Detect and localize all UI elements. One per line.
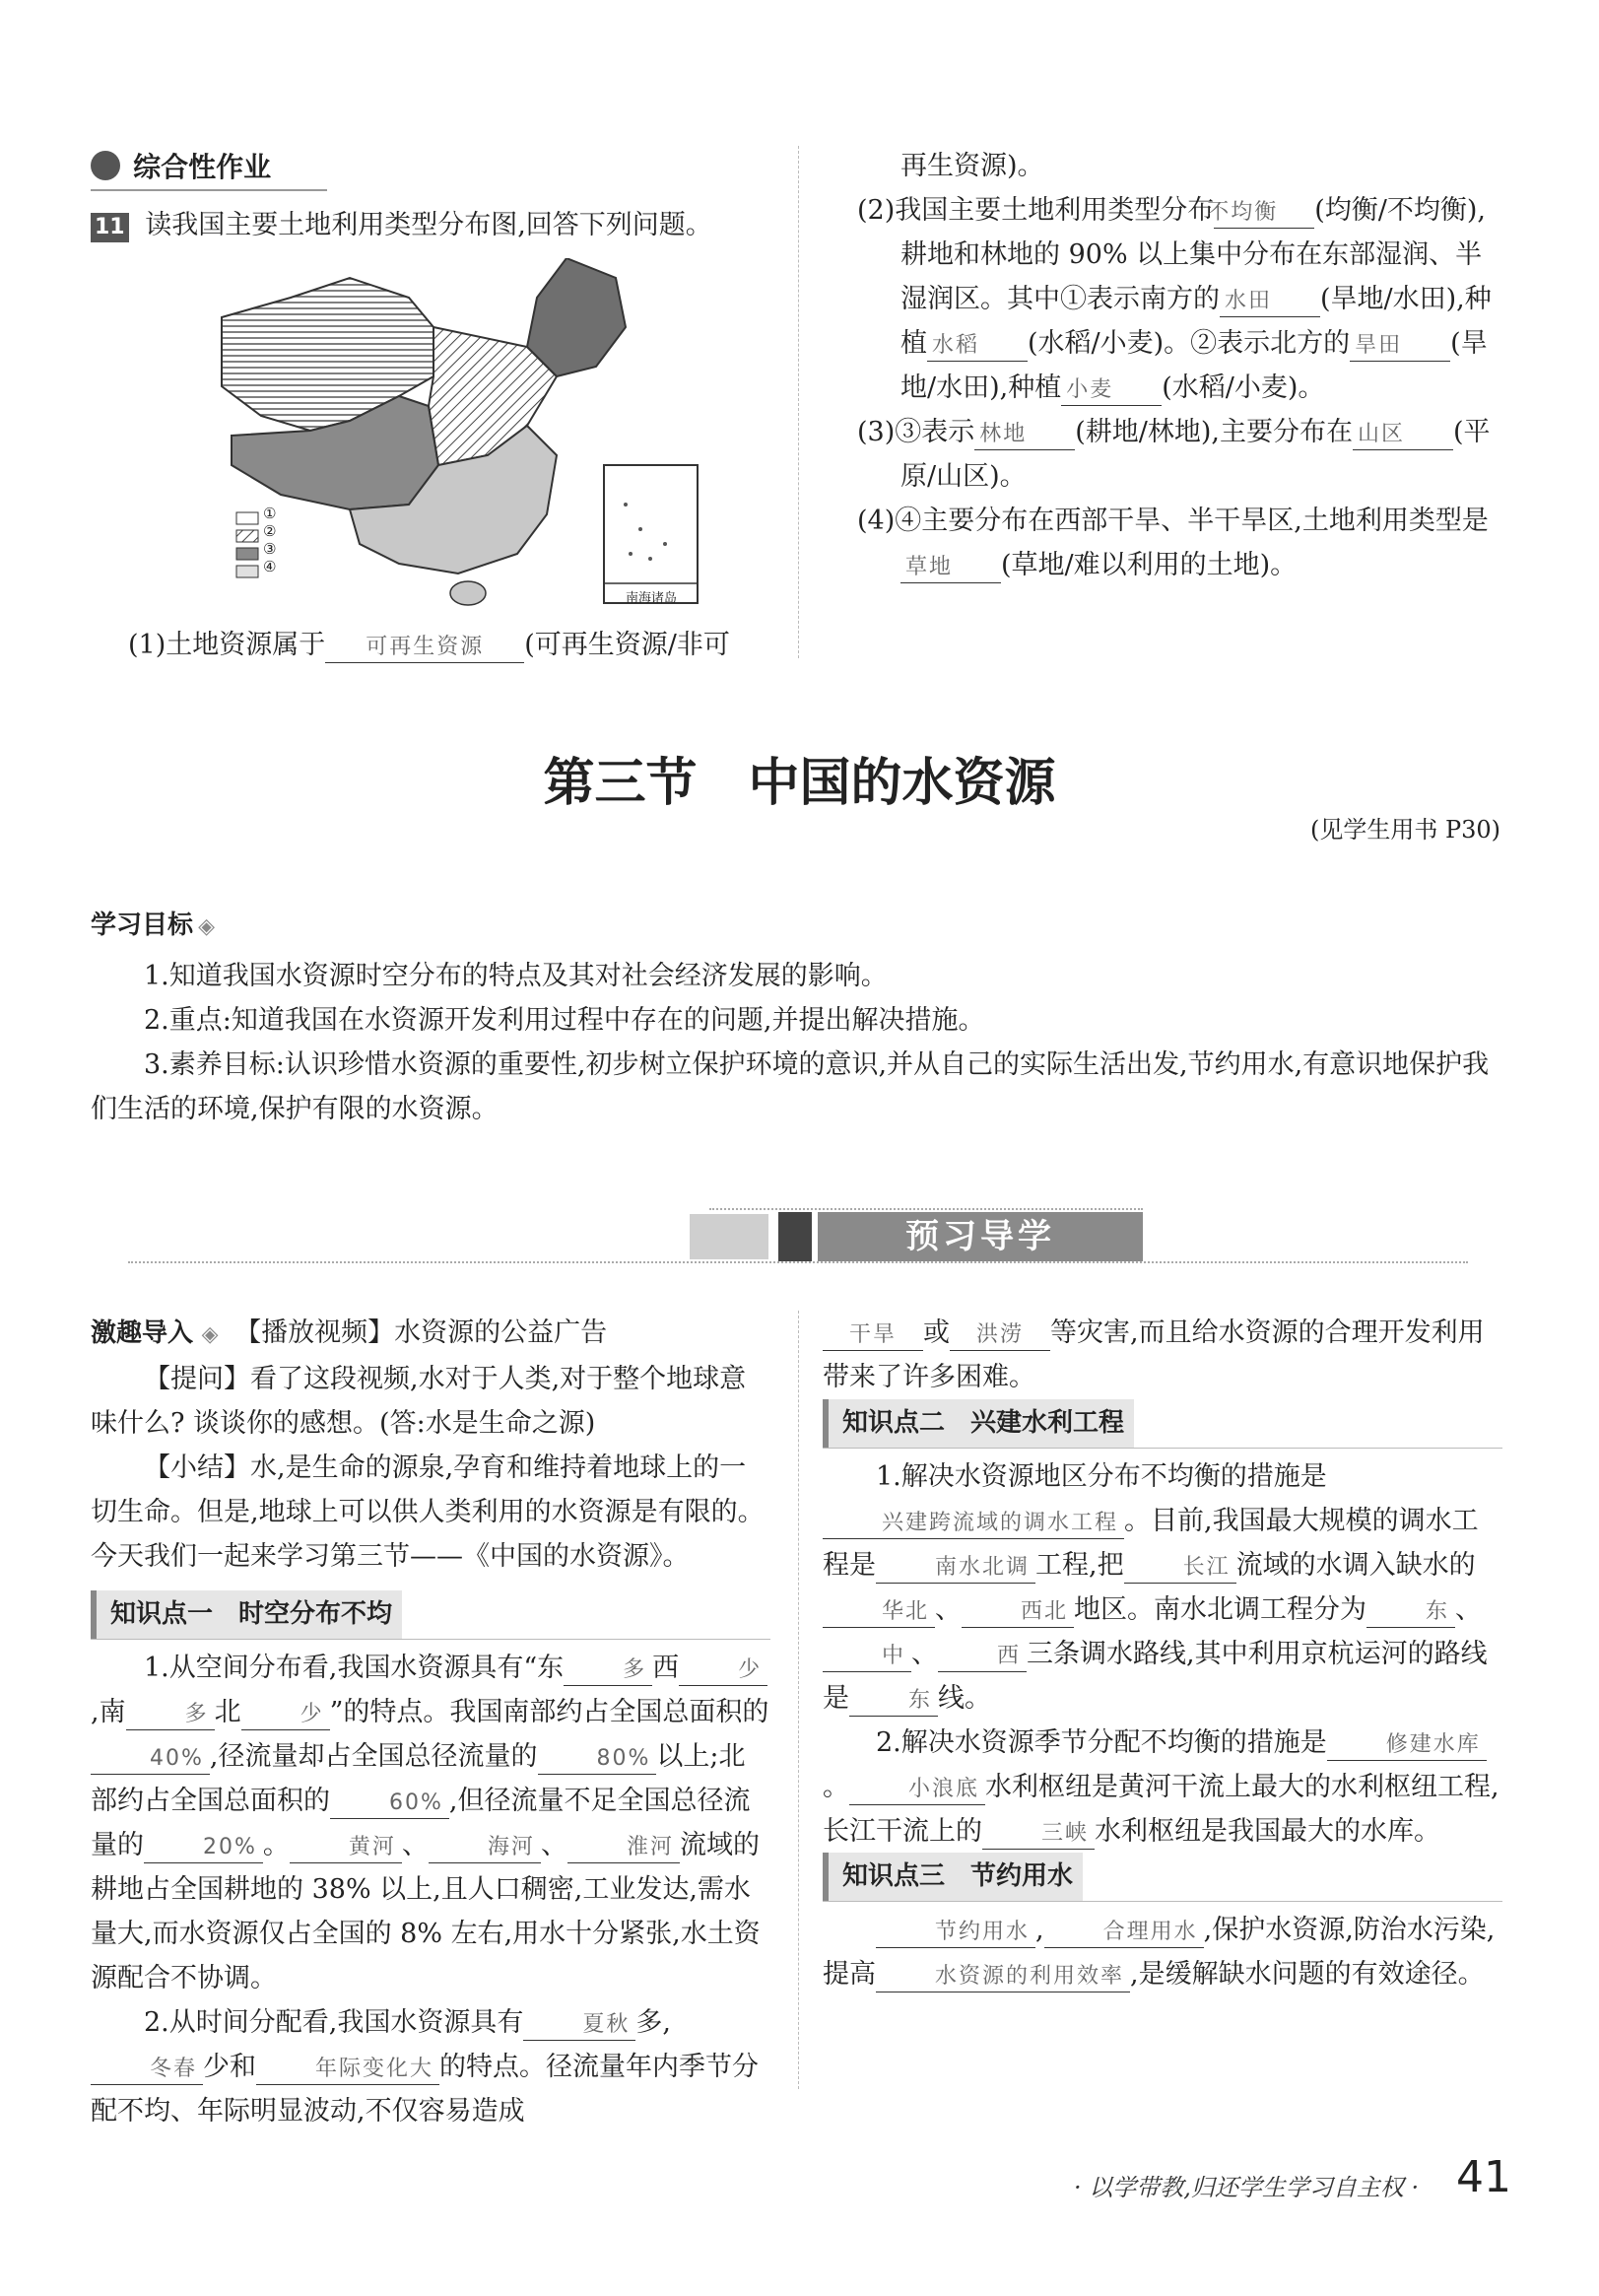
answer-blank: 三峡 xyxy=(982,1819,1095,1850)
kp2-para2: 2.解决水资源季节分配不均衡的措施是 修建水库。 小浪底 水利枢纽是黄河干流上最大的水利枢纽工程,长江干流上的 三峡 水利枢纽是我国最大的水库。 xyxy=(823,1721,1502,1854)
answer-blank: 山区 xyxy=(1353,420,1453,450)
answer-blank: 东 xyxy=(1366,1597,1455,1628)
goal-item: 1.知道我国水资源时空分布的特点及其对社会经济发展的影响。 xyxy=(144,961,888,991)
q11-part2: (2)我国主要土地利用类型分布不均衡 (均衡/不均衡),耕地和林地的 90% 以上集中分布在东部湿润、半湿润区。其中①表示南方的 水田 (旱地/水田),种植 水稻 (水稻/小麦)。②表示北方的 旱田 (旱地/水田),种植 小麦 (水稻/小麦)。 xyxy=(857,188,1498,410)
answer-blank: 40% xyxy=(91,1744,210,1775)
answer-blank: 修建水库 xyxy=(1327,1730,1487,1761)
answer-blank: 少 xyxy=(679,1655,767,1686)
kp1-para2: 2.从时间分配看,我国水资源具有 夏秋 多,冬春 少和 年际变化大 的特点。径流量年内季节分配不均、年际明显波动,不仅容易造成 xyxy=(91,2007,760,2127)
answer-blank: 少 xyxy=(241,1700,330,1730)
answer-blank: 淮河 xyxy=(567,1833,680,1863)
answer-blank: 不均衡 xyxy=(1214,198,1314,229)
answer-blank: 夏秋 xyxy=(523,2010,635,2041)
intro-heading-line: 激趣导入 ◈ 【播放视频】水资源的公益广告 xyxy=(91,1317,608,1348)
section-ref: (见学生用书 P30) xyxy=(1309,816,1500,844)
kp2-para1: 1.解决水资源地区分布不均衡的措施是兴建跨流域的调水工程 。目前,我国最大规模的调水工程是 南水北调 工程,把 长江 流域的水调入缺水的华北 、 西北 地区。南水北调工程分为 东 、中 、 西 三条调水路线,其中利用京杭运河的路线是 东 线。 xyxy=(823,1454,1502,1721)
question-number-badge: 11 xyxy=(91,213,129,242)
answer-blank: 兴建跨流域的调水工程 xyxy=(823,1509,1124,1539)
intro-summary: 【小结】水,是生命的源泉,孕育和维持着地球上的一切生命。但是,地球上可以供人类利用的水资源是有限的。今天我们一起来学习第三节——《中国的水资源》。 xyxy=(91,1452,765,1572)
kp1-section xyxy=(91,1590,770,2133)
q11-part1-continuation: 再生资源)。 xyxy=(900,151,1044,181)
section-title: 第三节 中国的水资源 xyxy=(543,753,1056,813)
map-legend: ① ② ③ ④ xyxy=(263,505,277,575)
answer-blank: 可再生资源 xyxy=(325,633,524,663)
answer-blank: 冬春 xyxy=(91,2055,203,2085)
answer-blank: 林地 xyxy=(974,420,1075,450)
answer-blank: 东 xyxy=(849,1686,938,1717)
kp3-para: 节约用水 , 合理用水 ,保护水资源,防治水污染,提高 水资源的利用效率 ,是缓解缺水问题的有效途径。 xyxy=(823,1908,1502,1996)
kp1-continuation: 干旱 或 洪涝 等灾害,而且给水资源的合理开发利用带来了许多困难。 xyxy=(823,1317,1485,1392)
kp2-section xyxy=(823,1399,1502,1854)
diamond-icon: ◈ xyxy=(198,914,216,939)
column-divider-bottom xyxy=(798,1311,799,2089)
answer-blank: 水资源的利用效率 xyxy=(876,1962,1130,1992)
homework-icon xyxy=(91,151,120,180)
answer-blank: 西 xyxy=(938,1642,1027,1672)
footer-motto: · 以学带教,归还学生学习自主权 · xyxy=(1074,2174,1420,2201)
column-divider-top xyxy=(798,146,799,658)
kp2-title: 知识点二 兴建水利工程 xyxy=(823,1399,1134,1448)
question-11: 11 读我国主要土地利用类型分布图,回答下列问题。 xyxy=(91,203,780,247)
answer-blank: 南水北调 xyxy=(876,1553,1035,1584)
answer-blank: 小浪底 xyxy=(849,1775,985,1805)
answer-blank: 长江 xyxy=(1124,1553,1236,1584)
q11-part4: (4)④主要分布在西部干旱、半干旱区,土地利用类型是草地 (草地/难以利用的土地)。 xyxy=(857,499,1498,587)
answer-blank: 中 xyxy=(823,1642,911,1672)
kp3-section xyxy=(823,1853,1502,1996)
q11-part1: (1)土地资源属于 可再生资源 (可再生资源/非可 xyxy=(128,623,798,667)
answer-blank: 黄河 xyxy=(290,1833,402,1863)
goal-item: 3.素养目标:认识珍惜水资源的重要性,初步树立保护环境的意识,并从自己的实际生活出发,节约用水,有意识地保护我们生活的环境,保护有限的水资源。 xyxy=(91,1049,1490,1124)
answer-blank: 华北 xyxy=(823,1597,935,1628)
goal-item: 2.重点:知道我国在水资源开发利用过程中存在的问题,并提出解决措施。 xyxy=(144,1005,985,1036)
kp1-title: 知识点一 时空分布不均 xyxy=(91,1590,402,1639)
intro-question: 【提问】看了这段视频,水对于人类,对于整个地球意味什么? 谈谈你的感想。(答:水是生命之源) xyxy=(91,1364,747,1439)
page-number: 41 xyxy=(1456,2152,1511,2202)
banner-label: 预习导学 xyxy=(818,1212,1143,1261)
answer-blank: 水稻 xyxy=(927,331,1028,362)
goals-heading: 学习目标 ◈ xyxy=(91,911,216,940)
answer-blank: 节约用水 xyxy=(876,1918,1035,1948)
answer-blank: 旱田 xyxy=(1350,331,1450,362)
preview-banner xyxy=(128,1208,1468,1267)
answer-blank: 60% xyxy=(330,1789,449,1819)
answer-blank: 年际变化大 xyxy=(256,2055,439,2085)
kp1-para1: 1.从空间分布看,我国水资源具有“东 多 西 少,南 多 北 少 ”的特点。我国南部约占全国总面积的40% ,径流量却占全国总径流量的 80% 以上;北部约占全国总面积的 60% ,但径流量不足全国总径流量的 20% 。 黄河 、 海河 、 淮河 流域的耕地占全国耕地的 38% 以上,且人口稠密,工业发达,需水量大,而水资源仅占全国的 8% 左右,用水十分紧张,水土资源配合不协调。 xyxy=(91,1653,769,1993)
q11-right-column xyxy=(857,144,1498,587)
diamond-icon: ◈ xyxy=(201,1322,219,1347)
kp3-title: 知识点三 节约用水 xyxy=(823,1853,1083,1901)
answer-blank: 草地 xyxy=(900,553,1001,583)
intro-section xyxy=(91,1311,770,1579)
answer-blank: 水田 xyxy=(1220,287,1320,317)
q11-part3: (3)③表示 林地 (耕地/林地),主要分布在 山区 (平原/山区)。 xyxy=(857,417,1491,492)
answer-blank: 洪涝 xyxy=(950,1320,1050,1351)
answer-blank: 80% xyxy=(538,1744,657,1775)
map-inset-label: 南海诸岛 xyxy=(625,591,677,606)
answer-blank: 20% xyxy=(144,1833,263,1863)
answer-blank: 干旱 xyxy=(823,1320,923,1351)
answer-blank: 多 xyxy=(126,1700,215,1730)
goals-list xyxy=(91,954,1499,1131)
answer-blank: 海河 xyxy=(429,1833,541,1863)
homework-heading: 综合性作业 xyxy=(91,146,327,191)
land-use-map xyxy=(202,258,714,613)
answer-blank: 合理用水 xyxy=(1044,1918,1204,1948)
answer-blank: 小麦 xyxy=(1061,375,1162,406)
answer-blank: 多 xyxy=(564,1655,652,1686)
answer-blank: 西北 xyxy=(962,1597,1074,1628)
